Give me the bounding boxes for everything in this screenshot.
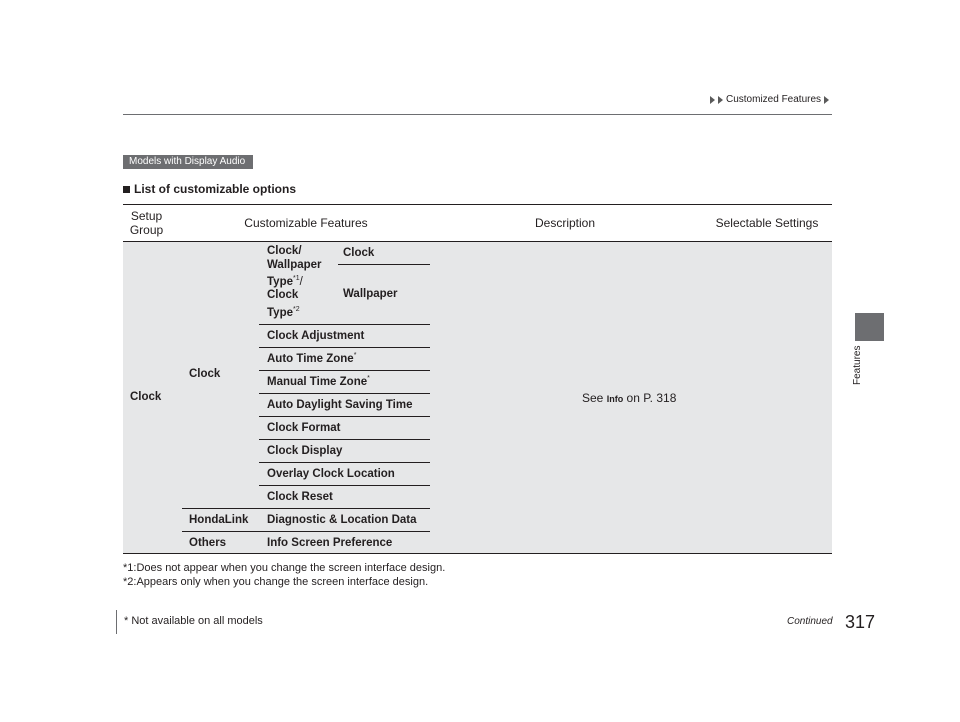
row-divider [338, 264, 430, 265]
feature-label: Manual Time Zone [267, 375, 368, 388]
page-number: 317 [845, 612, 876, 632]
side-tab [855, 313, 884, 341]
table-top-rule [123, 204, 832, 205]
row-divider [259, 439, 430, 440]
header-setup-line2: Group [129, 223, 164, 237]
model-badge: Models with Display Audio [123, 155, 253, 169]
feature-label: Clock Format [267, 421, 341, 434]
description-page: on P. 318 [626, 391, 677, 405]
feature-label: Auto Daylight Saving Time [267, 398, 413, 411]
group-clock: Clock [130, 391, 162, 403]
feature-label: Clock Display [267, 444, 343, 457]
side-tab-label: Features [852, 345, 863, 385]
clock-type-line5 [267, 303, 322, 320]
footer-rule [116, 610, 117, 634]
section-title-text: List of customizable options [134, 182, 297, 196]
option-clock: Clock [343, 247, 375, 259]
clock-type-line3 [267, 272, 322, 289]
feature-label: Clock Adjustment [267, 329, 365, 342]
row-divider [259, 347, 430, 348]
description-info: Info [606, 394, 624, 404]
footnote-mark-1: *1 [293, 275, 300, 282]
clock-type-slash: / [299, 275, 303, 288]
row-divider [259, 462, 430, 463]
arrow-right-icon [710, 96, 715, 104]
clock-type-line1: Clock/ [267, 245, 302, 257]
footnote-mark-2: *2 [293, 305, 300, 313]
breadcrumb [710, 94, 829, 105]
subgroup-clock: Clock [189, 368, 221, 380]
arrow-right-icon [824, 96, 829, 104]
continued-label: Continued [787, 616, 833, 627]
feature-hondalink: Diagnostic & Location Data [267, 514, 417, 526]
section-title [123, 182, 296, 196]
feature-label: Overlay Clock Location [267, 467, 395, 480]
clock-type-line2: Wallpaper [267, 258, 322, 271]
feature-mark: * [367, 375, 370, 382]
feature-row-3 [267, 398, 412, 411]
row-divider [259, 393, 430, 394]
row-divider [182, 508, 430, 509]
clock-type-label [267, 245, 322, 320]
row-divider [259, 416, 430, 417]
arrow-right-icon [718, 96, 723, 104]
not-available-note: * Not available on all models [124, 615, 263, 627]
feature-row-7 [267, 490, 333, 503]
row-divider [259, 324, 430, 325]
clock-type-word: Type [267, 275, 293, 288]
header-description: Description [534, 216, 596, 230]
feature-row-0 [267, 329, 364, 342]
feature-others: Info Screen Preference [267, 537, 393, 549]
feature-row-6 [267, 467, 395, 480]
feature-row-2 [267, 375, 370, 388]
feature-label: Clock Reset [267, 490, 333, 503]
description-see: See [582, 391, 604, 405]
header-rule [123, 114, 832, 115]
breadcrumb-label: Customized Features [726, 94, 822, 105]
feature-row-1 [267, 352, 356, 365]
clock-type-line4: Clock [267, 289, 299, 302]
feature-label: Auto Time Zone [267, 352, 354, 365]
row-divider [259, 370, 430, 371]
footnote-2: *2:Appears only when you change the screen interface design. [123, 576, 429, 588]
feature-mark: * [353, 352, 357, 359]
clock-type-word2: Type [267, 306, 293, 319]
row-divider [182, 531, 430, 532]
header-setup-group [123, 209, 170, 237]
subgroup-hondalink: HondaLink [189, 514, 249, 526]
option-wallpaper: Wallpaper [343, 288, 398, 300]
row-divider [259, 485, 430, 486]
header-setup-line1: Setup [130, 209, 163, 223]
table-bottom-rule [123, 553, 832, 554]
description-reference [582, 391, 676, 405]
feature-row-5 [267, 444, 342, 457]
header-features: Customizable Features [244, 216, 368, 230]
header-settings: Selectable Settings [715, 216, 819, 230]
square-bullet-icon [123, 186, 130, 193]
feature-row-4 [267, 421, 341, 434]
subgroup-others: Others [189, 537, 227, 549]
footnote-1: *1:Does not appear when you change the screen interface design. [123, 562, 446, 574]
